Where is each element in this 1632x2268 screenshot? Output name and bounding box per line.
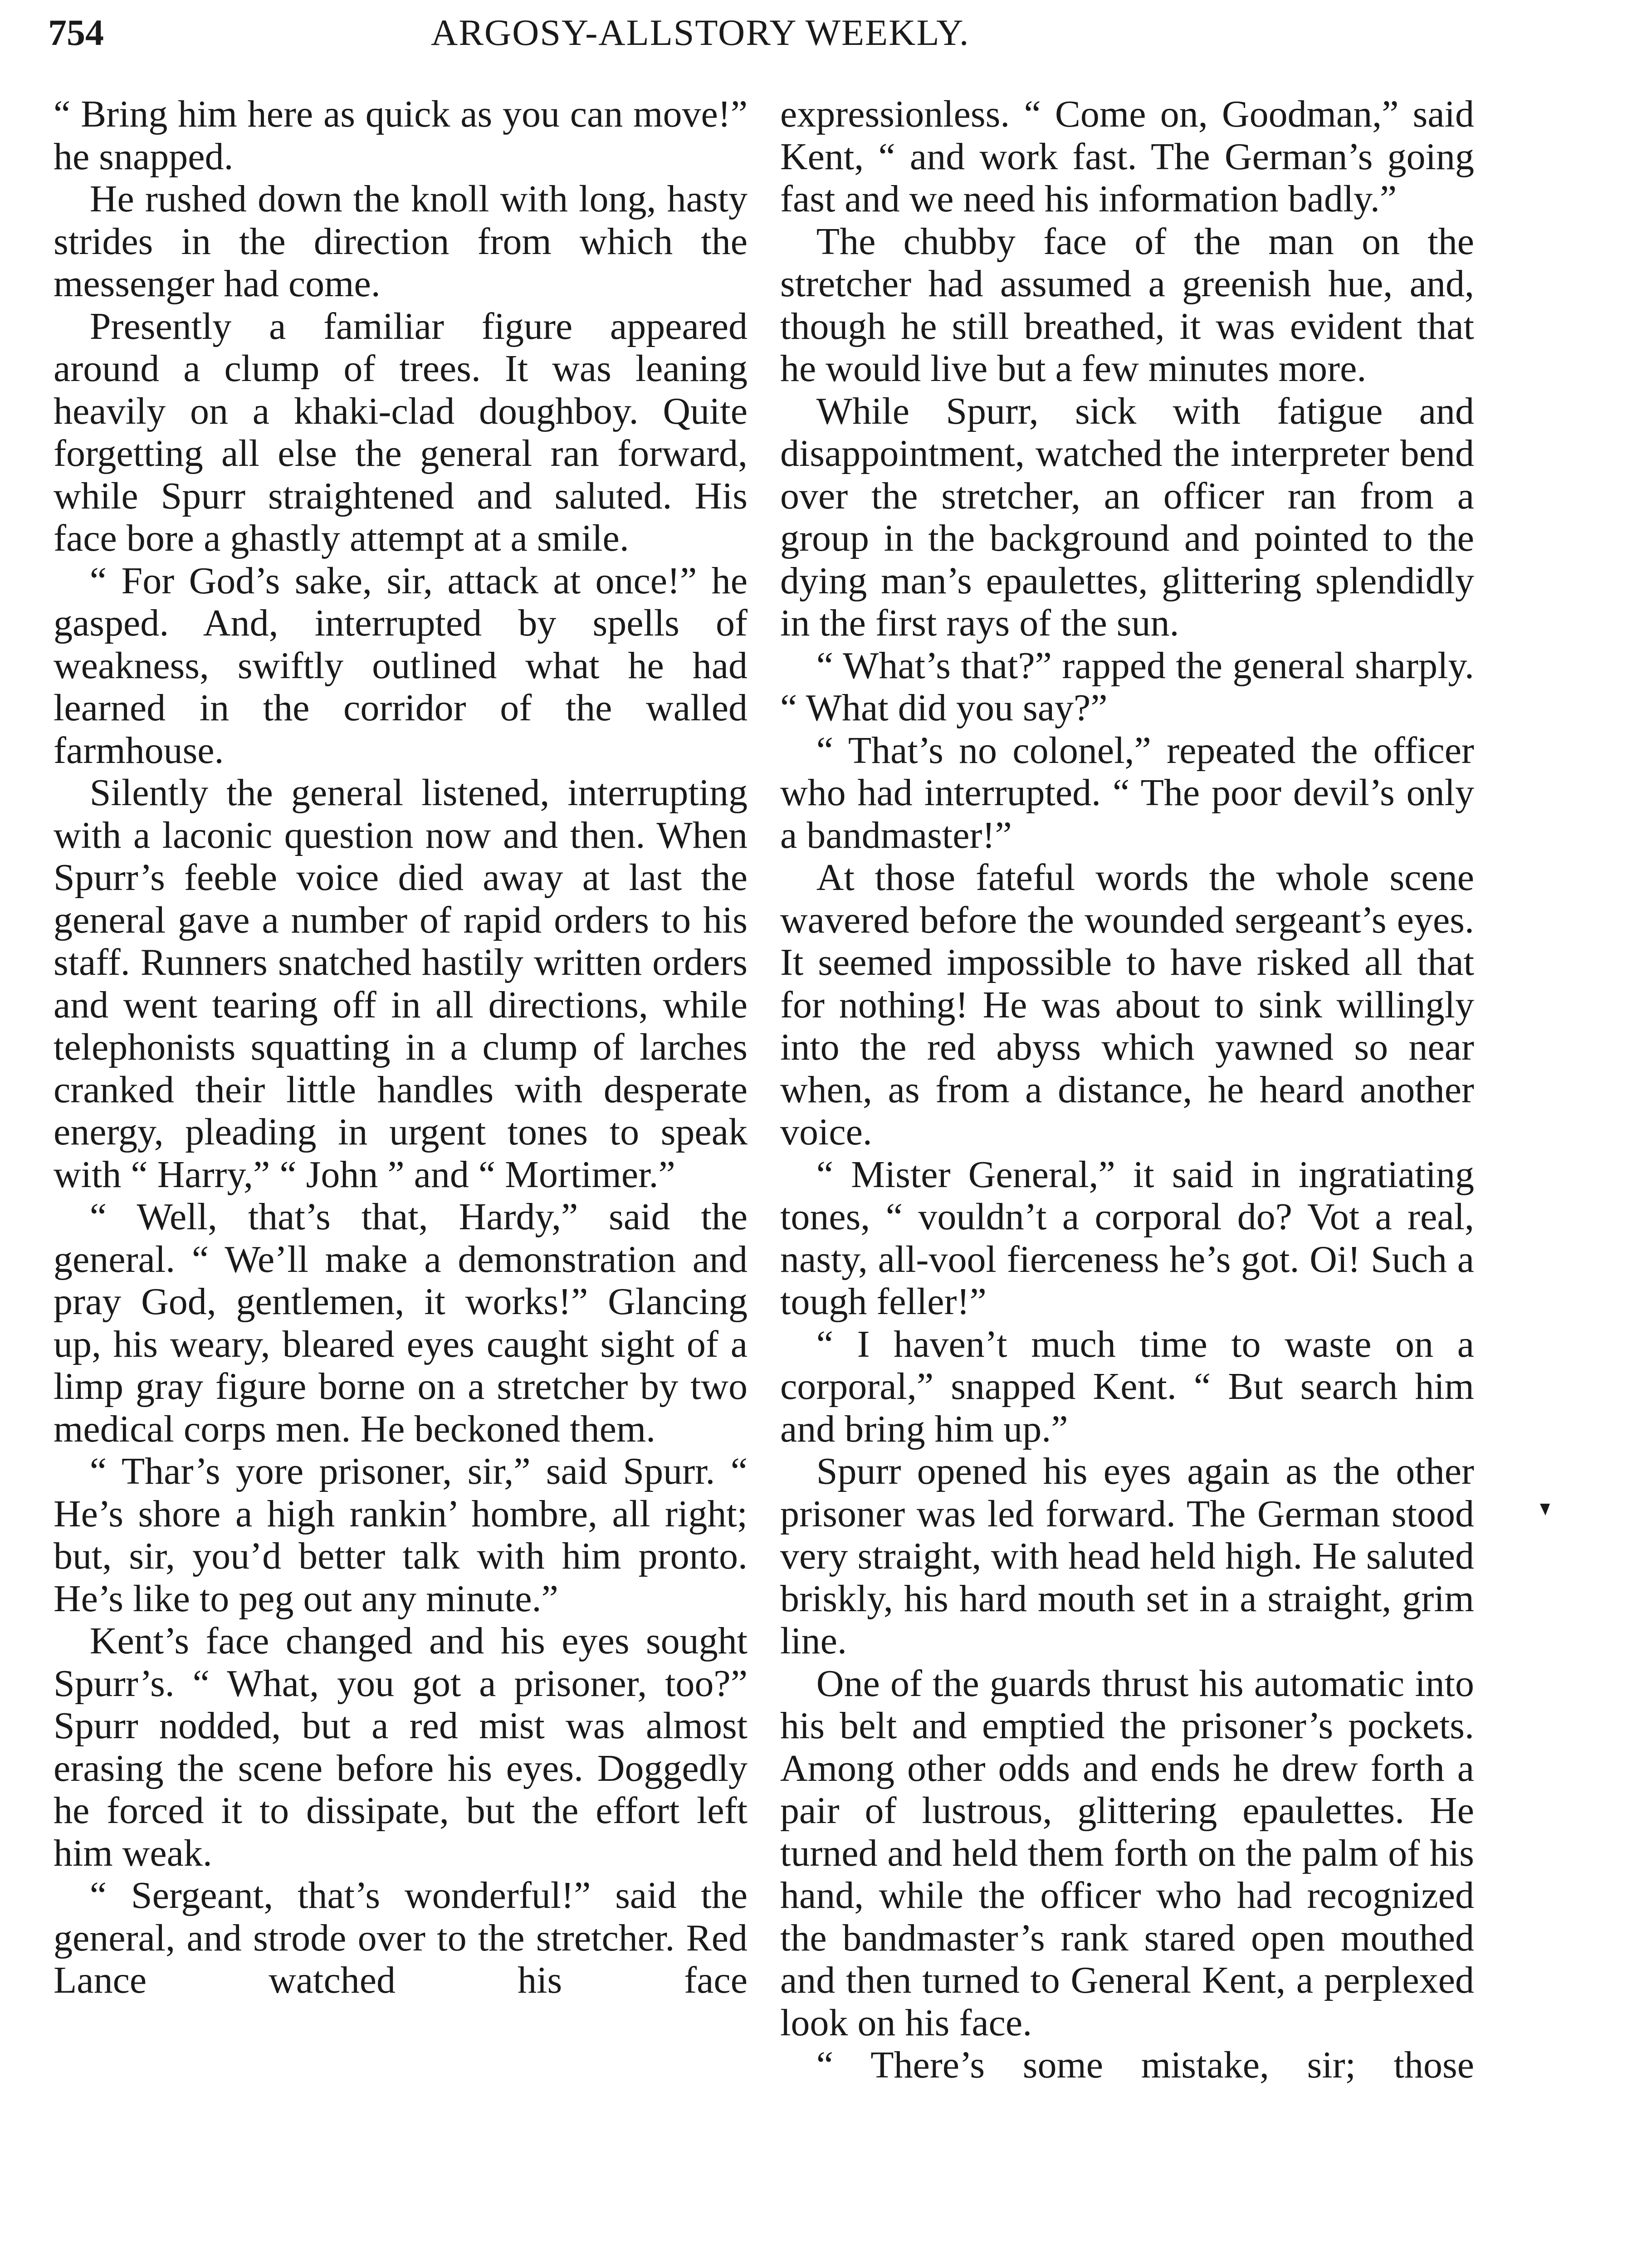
paragraph: The chubby face of the man on the stretcher had assumed a greenish hue, and, though he still breathed, it was evident that he would live but a few minutes more. [780,220,1474,390]
paragraph: “ What’s that?” rapped the general sharply. “ What did you say?” [780,644,1474,729]
paragraph: Presently a familiar figure appeared around a clump of trees. It was leaning heavily on a khaki-clad doughboy. Quite forgetting all else the general ran forward, while Spurr straightened and saluted. His face bore a ghastly attempt at a smile. [54,305,748,559]
page-number: 754 [48,12,104,53]
paragraph: “ For God’s sake, sir, attack at once!” he gasped. And, interrupted by spells of weakness, swiftly outlined what he had learned in the corridor of the walled farmhouse. [54,559,748,772]
paragraph: Silently the general listened, interrupting with a laconic question now and then. When Spurr’s feeble voice died away at last the general gave a number of rapid orders to his staff. Runners snatched hastily written orders and went tearing off in all directions, while telephonists squatting in a clump of larches cranked their little handles with desperate energy, pleading in urgent tones to speak with “ Harry,” “ John ” and “ Mortimer.” [54,772,748,1196]
left-text-column [54,93,748,2268]
paragraph: He rushed down the knoll with long, hasty strides in the direction from which the messenger had come. [54,178,748,305]
paragraph: “ I haven’t much time to waste on a corporal,” snapped Kent. “ But search him and bring him up.” [780,1323,1474,1450]
paragraph: “ Well, that’s that, Hardy,” said the general. “ We’ll make a demonstration and pray God, gentlemen, it works!” Glancing up, his weary, bleared eyes caught sight of a limp gray figure borne on a stretcher by two medical corps men. He beckoned them. [54,1196,748,1450]
paragraph: expressionless. “ Come on, Goodman,” said Kent, “ and work fast. The German’s going fast and we need his information badly.” [780,93,1474,220]
paragraph: Kent’s face changed and his eyes sought Spurr’s. “ What, you got a prisoner, too?” Spurr nodded, but a red mist was almost erasing the scene before his eyes. Doggedly he forced it to dissipate, but the effort left him weak. [54,1620,748,1874]
paragraph: “ Thar’s yore prisoner, sir,” said Spurr. “ He’s shore a high rankin’ hombre, all right; but, sir, you’d better talk with him pronto. He’s like to peg out any minute.” [54,1450,748,1620]
paragraph: While Spurr, sick with fatigue and disappointment, watched the interpreter bend over the stretcher, an officer ran from a group in the background and pointed to the dying man’s epaulettes, glittering splendidly in the first rays of the sun. [780,390,1474,644]
paragraph: At those fateful words the whole scene wavered before the wounded sergeant’s eyes. It seemed impossible to have risked all that for nothing! He was about to sink willingly into the red abyss which yawned so near when, as from a distance, he heard another voice. [780,856,1474,1153]
paragraph: “ Bring him here as quick as you can move!” he snapped. [54,93,748,178]
paragraph: “ Sergeant, that’s wonderful!” said the general, and strode over to the stretcher. Red Lance watched his face [54,1874,748,2001]
right-text-column [780,93,1474,2268]
margin-mark-icon [1540,1504,1550,1515]
running-head: ARGOSY-ALLSTORY WEEKLY. [431,12,970,53]
paragraph: “ That’s no colonel,” repeated the officer who had interrupted. “ The poor devil’s only a bandmaster!” [780,729,1474,856]
paragraph: Spurr opened his eyes again as the other prisoner was led forward. The German stood very straight, with head held high. He saluted briskly, his hard mouth set in a straight, grim line. [780,1450,1474,1662]
paragraph: “ There’s some mistake, sir; those [816,2044,1474,2086]
paragraph: One of the guards thrust his automatic into his belt and emptied the prisoner’s pockets. Among other odds and ends he drew forth a pair of lustrous, glittering epaulettes. He turned and held them forth on the palm of his hand, while the officer who had recognized the bandmaster’s rank stared open mouthed and then turned to General Kent, a perplexed look on his face. [780,1662,1474,2044]
paragraph: “ Mister General,” it said in ingratiating tones, “ vouldn’t a corporal do? Vot a real, nasty, all-vool fierceness he’s got. Oi! Such a tough feller!” [780,1153,1474,1323]
